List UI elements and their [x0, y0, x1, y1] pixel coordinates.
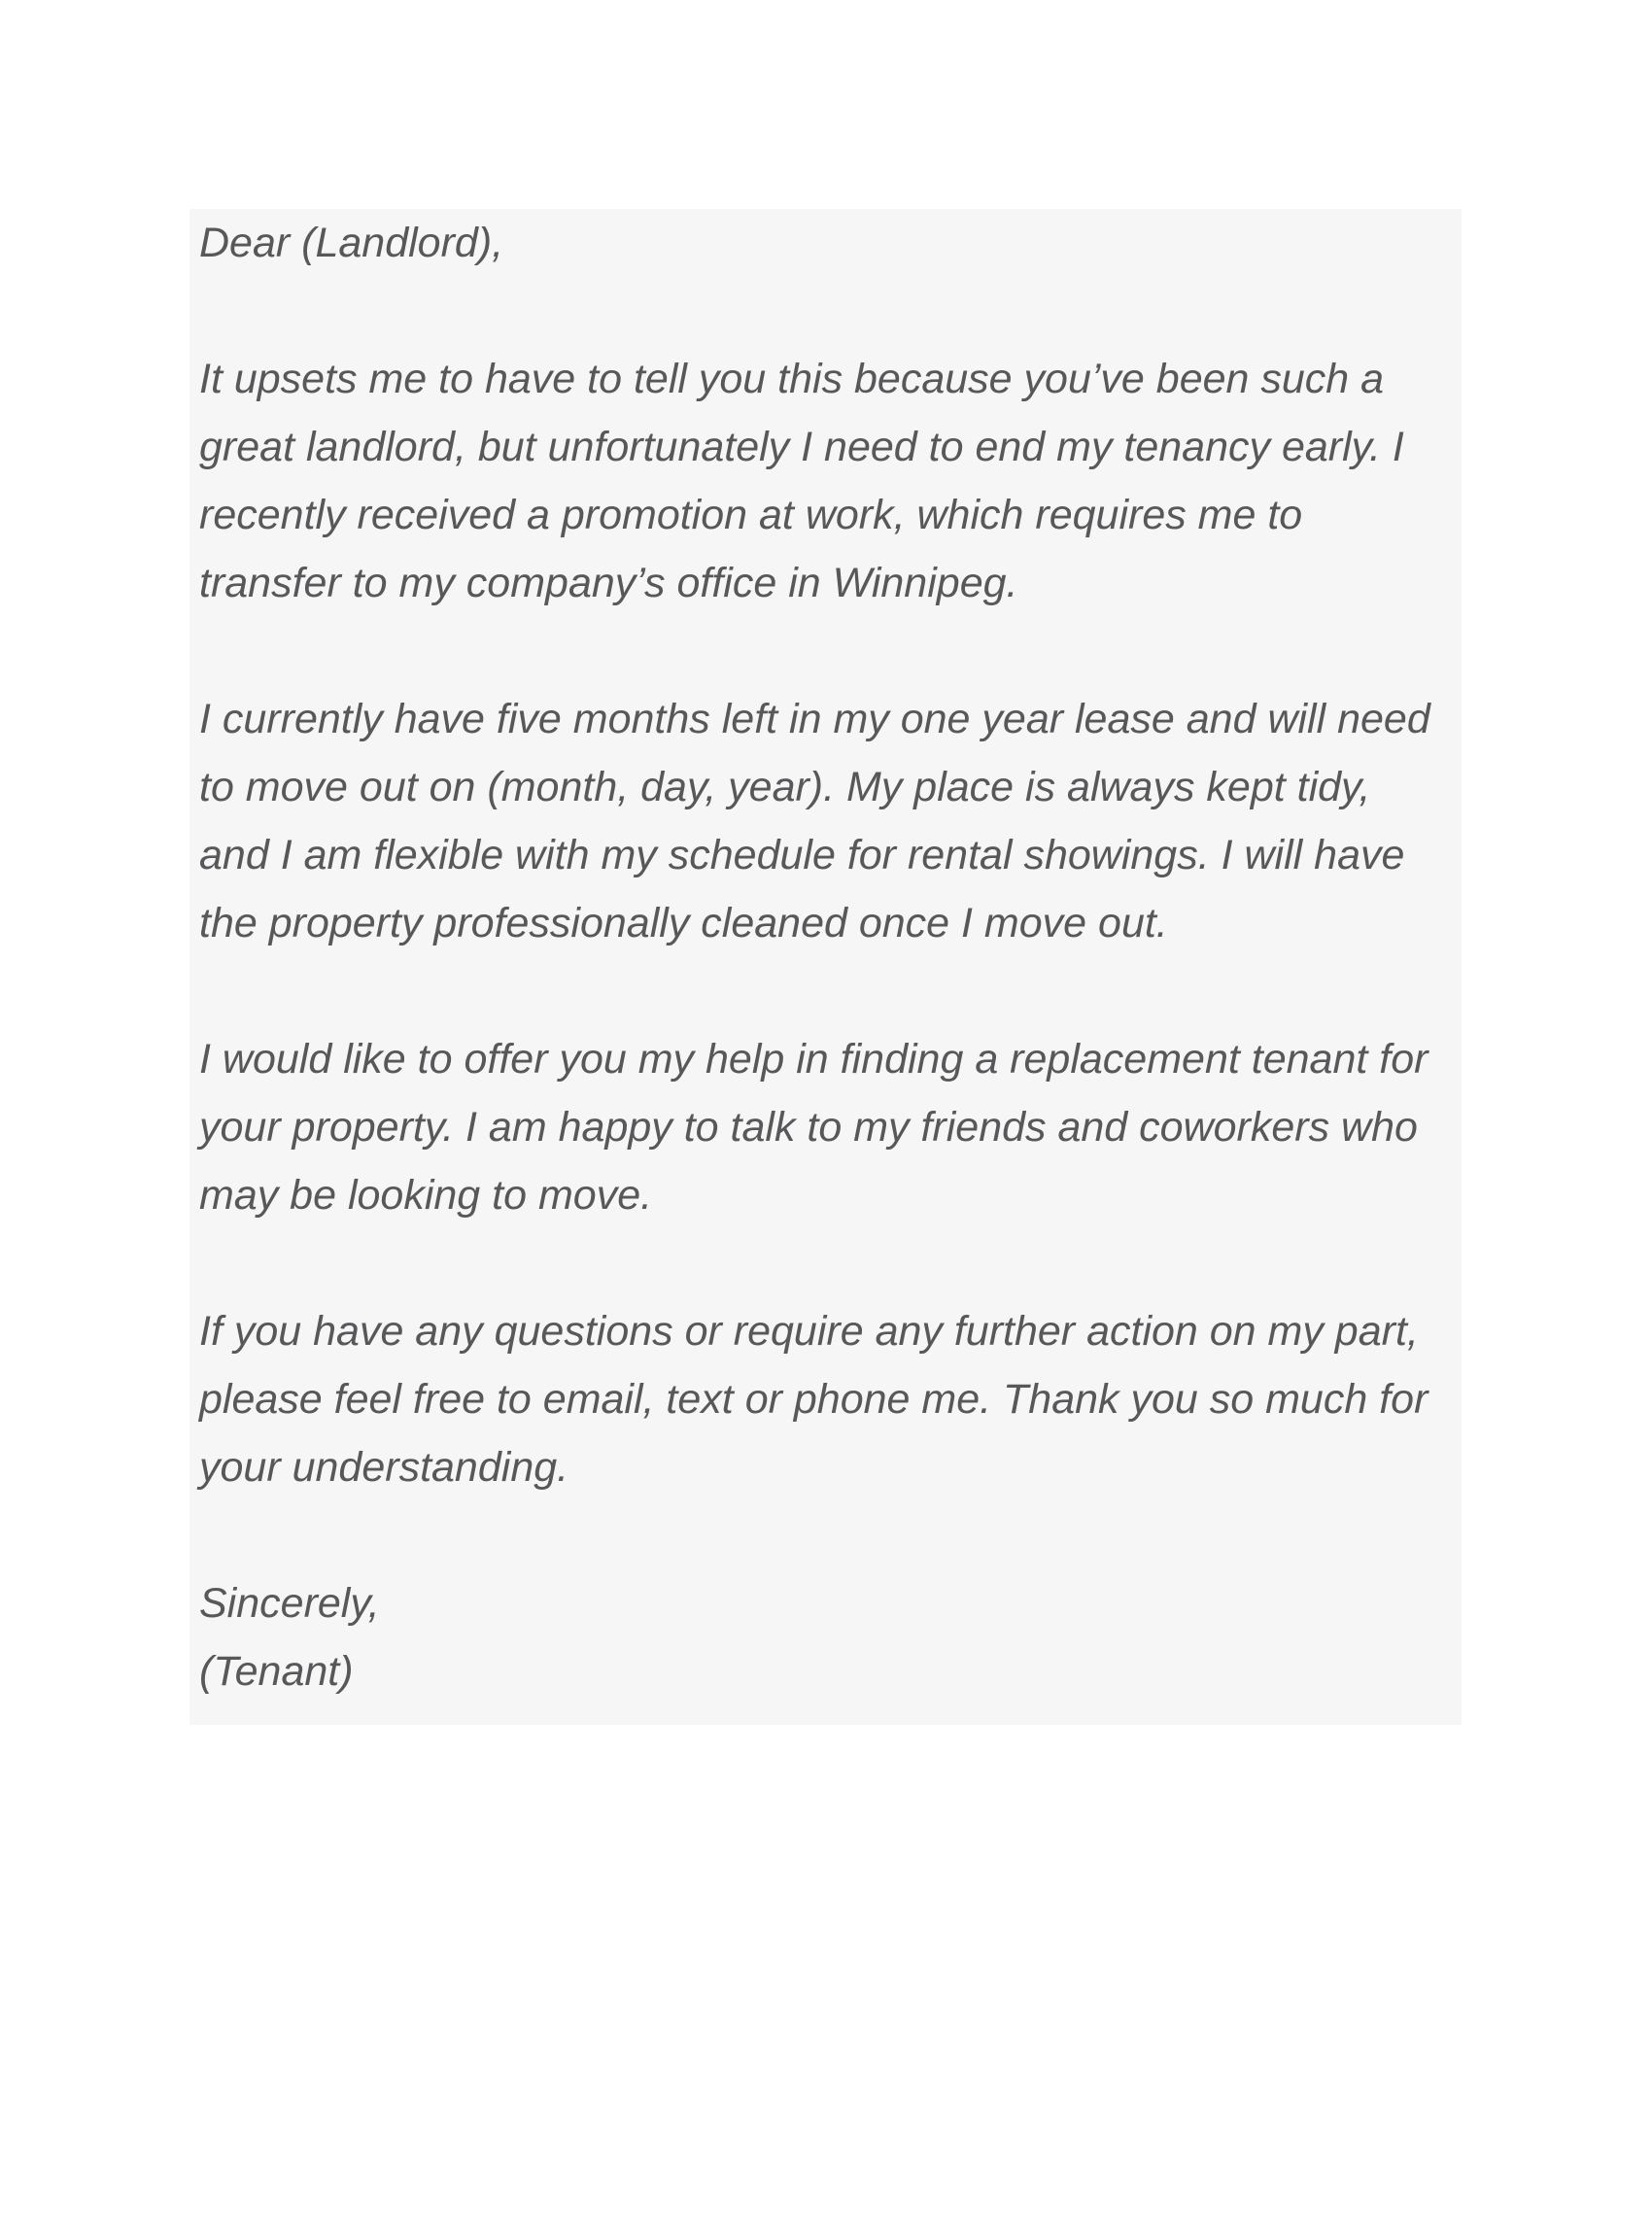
salutation-paragraph	[199, 209, 1448, 277]
paragraph	[199, 345, 1448, 617]
paragraph	[199, 1297, 1448, 1501]
letter-line: transfer to my company’s office in Winnipeg.	[199, 560, 1018, 606]
letter-line: the property professionally cleaned once I move out.	[199, 900, 1168, 946]
letter-line: may be looking to move.	[199, 1172, 653, 1219]
letter-line: your understanding.	[199, 1444, 569, 1491]
letter-line: I currently have five months left in my one year lease and will need	[199, 696, 1430, 742]
letter-line: recently received a promotion at work, which requires me to	[199, 492, 1303, 538]
letter-line: It upsets me to have to tell you this because you’ve been such a	[199, 356, 1385, 402]
paragraph	[199, 1025, 1448, 1229]
letter-line: If you have any questions or require any further action on my part,	[199, 1308, 1419, 1355]
letter-line: and I am flexible with my schedule for rental showings. I will have	[199, 832, 1405, 878]
paragraph	[199, 685, 1448, 957]
signature: (Tenant)	[199, 1648, 354, 1695]
letter-line: great landlord, but unfortunately I need to end my tenancy early. I	[199, 424, 1404, 470]
letter-body	[189, 209, 1462, 1725]
salutation: Dear (Landlord),	[199, 220, 504, 266]
closing: Sincerely,	[199, 1580, 380, 1627]
letter-line: please feel free to email, text or phone me. Thank you so much for	[199, 1376, 1428, 1423]
letter-line: your property. I am happy to talk to my friends and coworkers who	[199, 1104, 1418, 1151]
letter-line: to move out on (month, day, year). My place is always kept tidy,	[199, 764, 1371, 810]
letter-line: I would like to offer you my help in finding a replacement tenant for	[199, 1036, 1428, 1083]
closing-paragraph	[199, 1569, 1448, 1705]
